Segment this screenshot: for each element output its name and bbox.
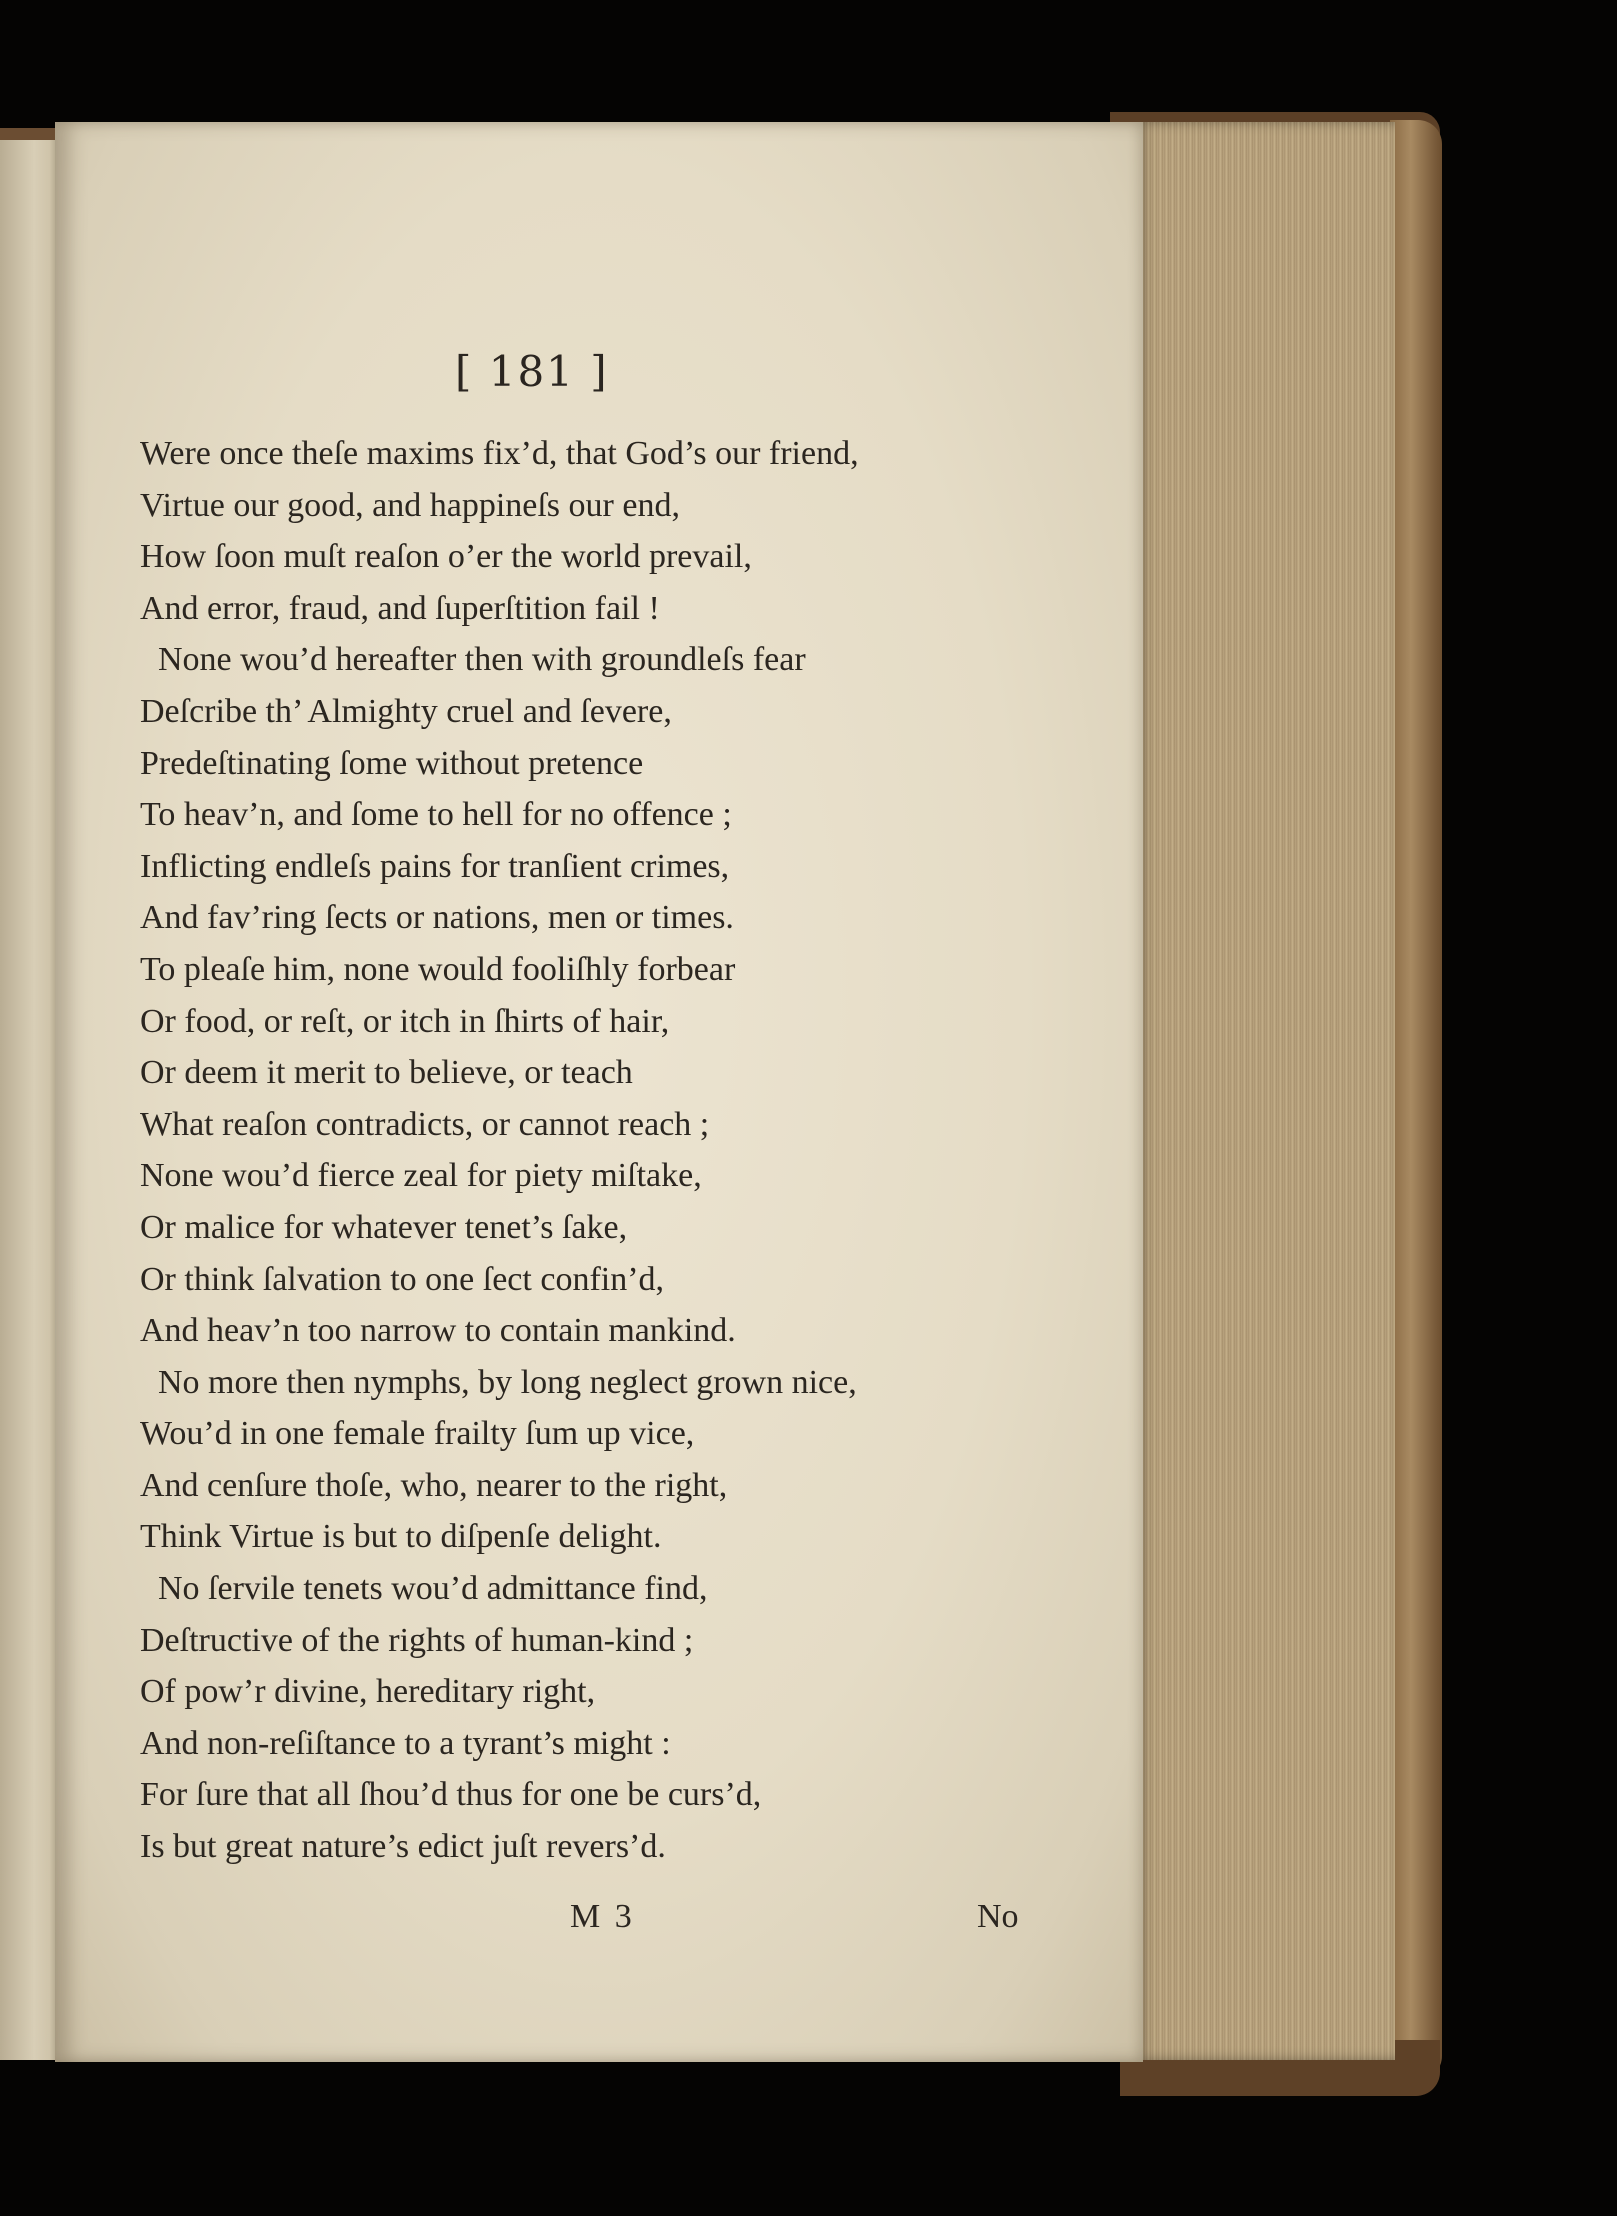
poem-line: What reaſon contradicts, or cannot reach ;: [140, 1105, 710, 1143]
poem-line: Wou’d in one female frailty ſum up vice,: [140, 1415, 695, 1453]
poem-line: No more then nymphs, by long neglect grown nice,: [158, 1363, 857, 1401]
poem-line: Deſtructive of the rights of human-kind ;: [140, 1621, 694, 1659]
poem-line: Were once theſe maxims fix’d, that God’s our friend,: [140, 435, 859, 472]
book-page: [55, 122, 1143, 2062]
poem-line: Deſcribe th’ Almighty cruel and ſevere,: [140, 692, 672, 730]
poem-line: For ſure that all ſhou’d thus for one be curs’d,: [140, 1776, 762, 1814]
poem-line: And error, fraud, and ſuperſtition fail !: [140, 589, 660, 627]
poem-line: Or deem it merit to believe, or teach: [140, 1054, 633, 1092]
poem-line: How ſoon muſt reaſon o’er the world prevail,: [140, 538, 752, 576]
poem-line: And heav’n too narrow to contain mankind.: [140, 1312, 736, 1350]
poem-text: [140, 428, 1140, 1873]
poem-line: None wou’d fierce zeal for piety miſtake,: [140, 1157, 702, 1195]
poem-line: And non-reſiſtance to a tyrant’s might :: [140, 1724, 671, 1762]
poem-line: Or food, or reſt, or itch in ſhirts of hair,: [140, 1002, 670, 1040]
poem-line: Is but great nature’s edict juſt revers’d.: [140, 1828, 666, 1866]
poem-line: No ſervile tenets wou’d admittance find,: [158, 1570, 708, 1608]
poem-line: Of pow’r divine, hereditary right,: [140, 1673, 596, 1711]
poem-line: To pleaſe him, none would fooliſhly forbear: [140, 950, 736, 988]
poem-line: And fav’ring ſects or nations, men or times.: [140, 899, 734, 937]
page-stack-edges: [1135, 122, 1395, 2060]
signature-mark: M 3: [570, 1898, 635, 1935]
poem-line: Or think ſalvation to one ſect confin’d,: [140, 1260, 665, 1298]
poem-line: To heav’n, and ſome to hell for no offence ;: [140, 796, 732, 834]
poem-line: Virtue our good, and happineſs our end,: [140, 486, 680, 524]
cover-fore-edge: [1390, 120, 1442, 2080]
poem-line: Think Virtue is but to diſpenſe delight.: [140, 1518, 662, 1556]
poem-line: None wou’d hereafter then with groundleſs fear: [158, 641, 806, 679]
poem-line: Predeſtinating ſome without pretence: [140, 744, 644, 782]
poem-line: And cenſure thoſe, who, nearer to the right,: [140, 1466, 728, 1504]
catchword: No: [977, 1898, 1019, 1935]
poem-line: Inflicting endleſs pains for tranſient crimes,: [140, 847, 730, 885]
poem-line: Or malice for whatever tenet’s ſake,: [140, 1208, 628, 1246]
page-number: [ 181 ]: [455, 347, 609, 396]
